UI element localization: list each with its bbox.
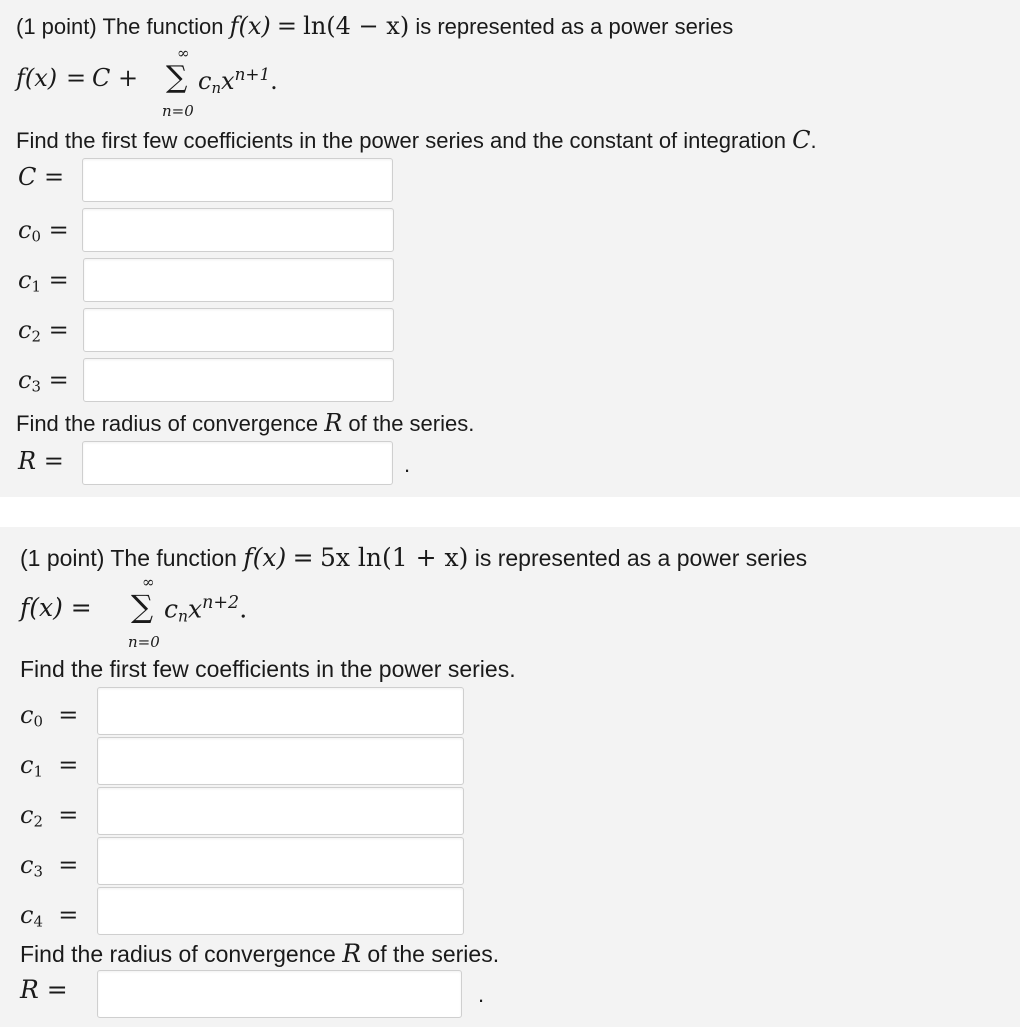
c2-input[interactable]: [83, 308, 394, 352]
instruction-coefficients: Find the first few coefficients in the power series and the constant of integration C.: [16, 126, 817, 154]
radius-label: R =: [18, 447, 64, 475]
radius-input[interactable]: [97, 970, 462, 1018]
equals-sign: =: [292, 543, 314, 572]
instruction-coefficients: Find the first few coefficients in the power series.: [20, 656, 516, 682]
series-term: $c_nx^{n+2}$.: [164, 593, 248, 626]
sigma-upper-limit: ∞: [142, 573, 155, 591]
c0-label: $c_0$ =: [20, 701, 79, 731]
function-rhs: 5x ln(1 + x): [319, 543, 469, 572]
series-constant: C +: [92, 64, 139, 92]
c3-label: $c_3$ =: [20, 851, 79, 881]
c2-label: $c_2$ =: [20, 801, 79, 831]
constant-label: C =: [18, 163, 65, 191]
c3-input[interactable]: [83, 358, 394, 402]
function-lhs: f(x): [229, 12, 271, 40]
problem-1-panel: [0, 0, 1020, 497]
series-lhs: f(x): [16, 64, 58, 92]
constant-input[interactable]: [82, 158, 393, 202]
equals-sign: =: [276, 12, 298, 40]
summation-icon: ∑: [166, 60, 188, 95]
series-equals: =: [66, 64, 87, 92]
radius-label: R =: [20, 975, 68, 1004]
c2-label: $c_2$ =: [18, 316, 69, 346]
intro-tail: is represented as a power series: [415, 14, 734, 39]
c0-input[interactable]: [82, 208, 394, 252]
function-rhs: ln(4 − x): [303, 12, 410, 40]
c3-label: $c_3$ =: [18, 366, 69, 396]
series-lhs: f(x) =: [20, 593, 92, 622]
series-expression: [20, 573, 340, 653]
radius-period: .: [478, 982, 485, 1007]
radius-input[interactable]: [82, 441, 393, 485]
c1-label: $c_1$ =: [18, 266, 69, 296]
intro-tail: is represented as a power series: [474, 545, 808, 571]
intro-text: The function: [110, 545, 237, 571]
c4-label: $c_4$ =: [20, 901, 79, 931]
points-label: (1 point): [16, 14, 97, 39]
c1-label: $c_1$ =: [20, 751, 79, 781]
c4-input[interactable]: [97, 887, 464, 935]
c0-input[interactable]: [97, 687, 464, 735]
series-term: $c_nx^{n+1}$.: [198, 64, 278, 97]
points-label: (1 point): [20, 545, 105, 571]
radius-period: .: [404, 452, 411, 477]
problem-1-statement: [16, 12, 733, 40]
c2-input[interactable]: [97, 787, 464, 835]
function-lhs: f(x): [243, 543, 287, 572]
problem-2-panel: [0, 527, 1020, 1027]
problem-2-statement: [20, 543, 807, 572]
c3-input[interactable]: [97, 837, 464, 885]
intro-text: The function: [102, 14, 224, 39]
instruction-radius: Find the radius of convergence R of the series.: [16, 409, 475, 437]
series-expression: [16, 44, 336, 122]
c0-label: $c_0$ =: [18, 216, 69, 246]
sigma-lower-limit: n=0: [162, 102, 194, 120]
sigma-lower-limit: n=0: [128, 633, 160, 651]
c1-input[interactable]: [97, 737, 464, 785]
sigma-upper-limit: ∞: [177, 44, 190, 62]
summation-icon: ∑: [131, 589, 154, 625]
instruction-radius: Find the radius of convergence R of the series.: [20, 939, 500, 968]
c1-input[interactable]: [83, 258, 394, 302]
